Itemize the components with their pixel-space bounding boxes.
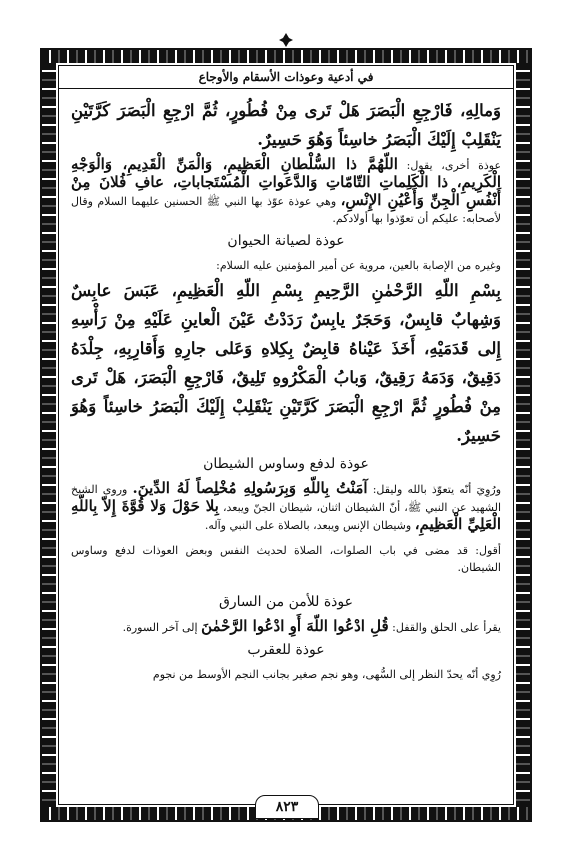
author-note: أقول: قد مضى في باب الصلوات، الصلاة لحديث النفس وبعض العوذات لدفع وساوس الشيطان. [71, 544, 501, 574]
supplication-text: آمَنْتُ بِاللّهِ وَبِرَسُولِهِ مُخْلِصاً لَهُ الدِّينَ. [132, 479, 368, 497]
decorative-border-left [42, 63, 56, 807]
paragraph-another-amulet [71, 156, 501, 227]
paragraph-thief-amulet [71, 618, 501, 636]
quran-passage-continuation: وَمالِهِ، فَارْجِعِ الْبَصَرَ هَلْ تَرى مِنْ فُطُورٍ، ثُمَّ ارْجِعِ الْبَصَرَ كَرَّتَيْنِ يَنْقَلِبْ إِلَيْكَ الْبَصَرُ خاسِئاً وَهُوَ حَسِيرٌ. [71, 101, 501, 149]
decorative-border-right [516, 63, 530, 807]
supplication-text: قُلِ ادْعُوا اللّهَ أَوِ ادْعُوا الرَّحْمٰنَ [201, 617, 389, 635]
page-body [71, 96, 501, 685]
top-ornament-icon [278, 32, 294, 48]
supplication-text: اللّهُمَّ ذا السُّلْطانِ الْعَظِيمِ، وَالْمَنِّ الْقَدِيمِ، وَالْوَجْهِ الْكَرِيمِ، ذا الْكَلِماتِ التّامّاتِ وَالدَّعَواتِ الْمُسْتَجاباتِ، عافِ فُلانَ مِنْ أَنْفُسِ الْجِنِّ وَأَعْيُنِ الإِنْسِ، [71, 155, 502, 209]
paragraph-intro: ورُوِيَ أنّه يتعوّذ بالله وليقل: [372, 483, 502, 496]
section-heading-scorpion: عوذة للعقرب [247, 642, 325, 658]
paragraph-tail: وشيطان الإنس ويبعد، بالصلاة على النبي وآله. [204, 519, 412, 532]
paragraph-satan-whispers [71, 480, 501, 534]
paragraph-tail: وهي عوذة عوّذ بها النبي ﷺ الحسنين عليهما السلام وقال لأصحابه: عليكم أن تعوّذوا بها أولادكم. [71, 195, 501, 225]
paragraph-scorpion-amulet: رُوِي أنّه يحدّ النظر إلى السُّهى، وهو نجم صغير بجانب النجم الأوسط من نجوم [152, 668, 501, 681]
animal-amulet-text: بِسْمِ اللّهِ الرَّحْمٰنِ الرَّحِيمِ بِسْمِ اللّهِ الْعَظِيمِ، عَبَسَ عابِسٌ وَشِهابٌ قابِسٌ، وَحَجَرٌ يابِسٌ رَدَدْتُ عَيْنَ الْعاينِ عَلَيْهِ مِنْ رَأْسِهِ إِلى قَدَمَيْهِ، أَخَذَ عَيْناهُ قابِضٌ بِكِلاهِ وَعَلى جارِهِ وَأَقارِبِهِ، جِلْدَهُ دَقِيقٌ، وَدَمَهُ رَقِيقٌ، وَبابُ الْمَكْرُوهِ تَلِيقٌ، فَارْجِعِ الْبَصَرَ، هَلْ تَرى مِنْ فُطُورٍ ثُمَّ ارْجِعِ الْبَصَرَ كَرَّتَيْنِ يَنْقَلِبْ إِلَيْكَ الْبَصَرُ خاسِئاً وَهُوَ حَسِيرٌ. [71, 281, 501, 445]
section-heading-thief: عوذة للأمن من السارق [219, 594, 353, 610]
paragraph-animal-amulet-intro: وغيره من الإصابة بالعين، مروية عن أمير المؤمنين عليه السلام: [216, 259, 501, 272]
paragraph-intro: عوذة أخرى، يقول: [406, 159, 502, 172]
running-head: في أدعية وعوذات الأسقام والأوجاع [59, 66, 513, 89]
paragraph-intro: يقرأ على الحلق والقفل: [392, 621, 501, 634]
decorative-border-top [42, 50, 530, 63]
section-heading-animals: عوذة لصيانة الحيوان [227, 233, 345, 249]
section-heading-satan: عوذة لدفع وساوس الشيطان [203, 456, 369, 472]
page-number: ٨٢٣ [255, 795, 319, 819]
supplication-text: بِلا حَوْلَ وَلا قُوَّةَ إِلاّ بِاللّهِ الْعَلِيِّ الْعَظِيمِ، [71, 497, 501, 533]
paragraph-tail: إلى آخر السورة. [122, 621, 198, 634]
paragraph-middle: وروى الشيخ الشهيد عن النبي ﷺ، أنّ الشيطان اثنان، شيطان الجنّ ويبعد، [71, 483, 501, 514]
text-panel [58, 65, 514, 805]
